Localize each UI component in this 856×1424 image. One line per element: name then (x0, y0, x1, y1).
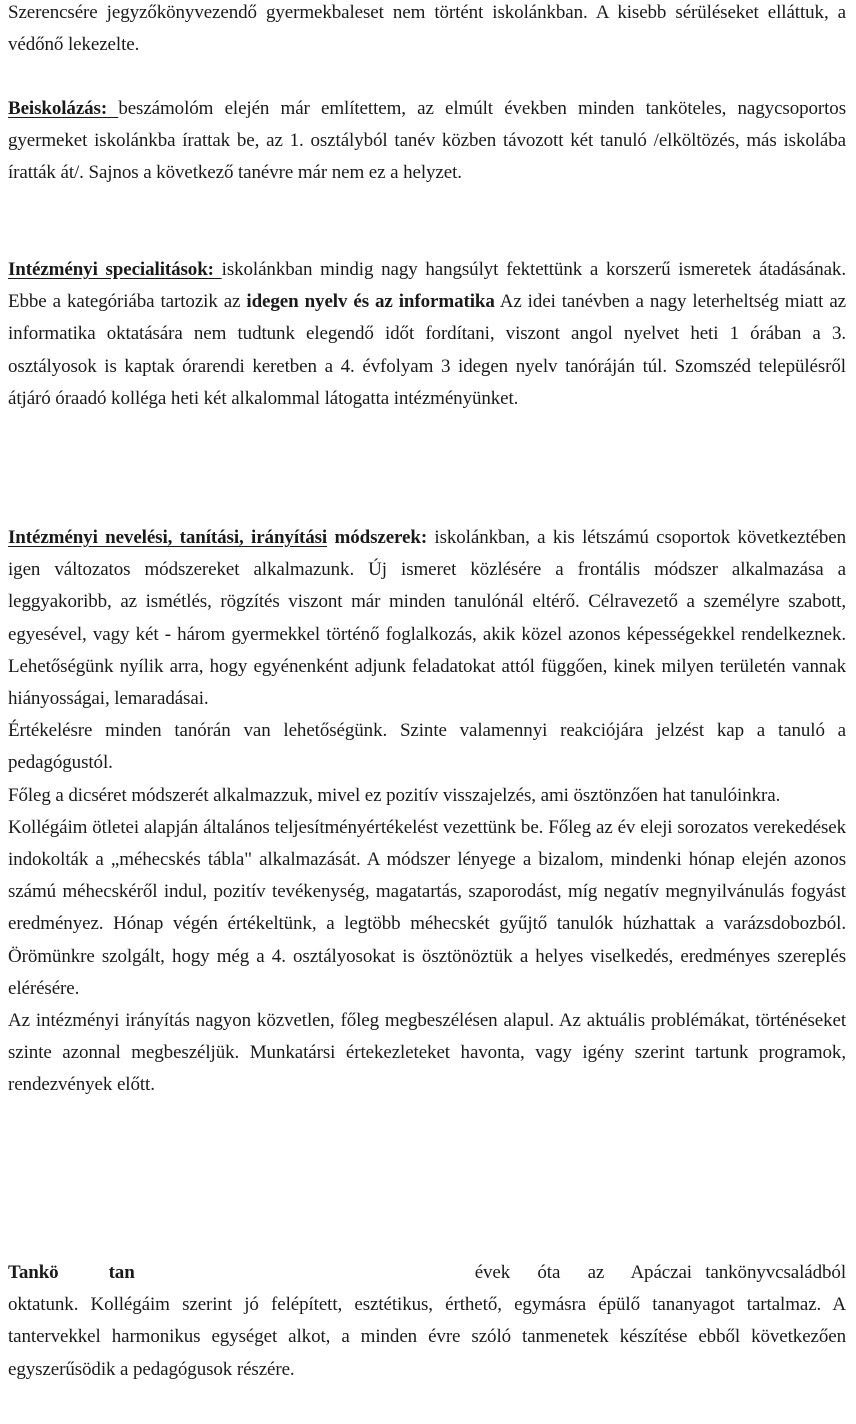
specialitasok-heading: Intézményi specialitások: (8, 259, 222, 280)
section-tankonyv (8, 1257, 846, 1386)
tankonyv-text: tankönyvcsaládból oktatunk. Kollégáim szerint jó felépített, esztétikus, érthető, egymásra épülő tananyagot tartalmaz. A tantervekkel harmonikus egységet alkot, a minden évre szóló tanmenetek készítése ebből következően egyszerűsödik a pedagógusok részére. (8, 1262, 847, 1380)
modszerek-text: iskolánkban, a kis létszámú csoportok következtében igen változatos módszereket alkalmazunk. Új ismeret közlésére a frontális módszer alkalmazása a leggyakoribb, az ismétlés, rögzítés viszont már minden tanulónál eltérő. Célravezető a személyre szabott, egyesével, vagy két - három gyermekkel történő foglalkozás, akik közel azonos képességekkel rendelkeznek. Lehetőségünk nyílik arra, hogy egyénenként adjunk feladatokat attól függően, kinek milyen területén vannak hiányosságai, lemaradásai. (8, 527, 846, 710)
specialitasok-text-before: iskolánkban mindig nagy hangsúlyt fektettünk a korszerű ismeretek átadásának. Ebbe a kategóriába tartozik az (8, 259, 846, 313)
section-specialitasok (8, 254, 846, 415)
section-beiskolazas (8, 93, 846, 190)
iranyitas-paragraph: Az intézményi irányítás nagyon közvetlen, főleg megbeszélésen alapul. Az aktuális problémákat, történéseket szinte azonnal megbeszéljük. Munkatársi értekezleteket havonta, vagy igény szerint tartunk programok, rendezvények előtt. (8, 1010, 846, 1096)
specialitasok-paragraph (8, 254, 846, 415)
modszerek-paragraph (8, 522, 846, 715)
tankonyv-heading-part1: Tankö (8, 1262, 59, 1283)
specialitasok-emphasis: idegen nyelv és az informatika (246, 291, 495, 313)
paragraph-accidents (8, 0, 846, 61)
beiskolazas-paragraph (8, 93, 846, 190)
beiskolazas-heading: Beiskolázás: (8, 98, 119, 119)
specialitasok-text-after: Az idei tanévben a nagy leterheltség miatt az informatika oktatására nem tudtunk elegendő időt fordítani, viszont angol nyelvet heti 1 órában a 3. osztályosok is kaptak órarendi keretben a 4. évfolyam 3 idegen nyelv tanóráján túl. Szomszéd településről átjáró óraadó kolléga heti két alkalommal látogatta intézményünket. (8, 291, 846, 409)
tankonyv-paragraph (8, 1257, 846, 1386)
dicseret-paragraph: Főleg a dicséret módszerét alkalmazzuk, mivel ez pozitív visszajelzés, ami ösztönzően hat tanulóinkra. (8, 784, 781, 806)
mehecske-paragraph: Kollégáim ötletei alapján általános teljesítményértékelést vezettünk be. Főleg az év eleji sorozatos verekedések indokolták a „méhecskés tábla" alkalmazását. A módszer lényege a bizalom, mindenki hónap elején azonos számú méhecskéről indul, pozitív tevékenység, magatartás, szaporodást, míg negatív megnyilvánulás fogyást eredményez. Hónap végén értékeltünk, a legtöbb méhecskét gyűjtő tanulók húzhattak a varázsdobozból. Örömünkre szolgált, hogy még a 4. osztályosokat is ösztönöztük a helyes viselkedés, eredményes szereplés elérésére. (8, 816, 846, 999)
beiskolazas-text: beszámolóm elején már említettem, az elmúlt években minden tanköteles, nagycsoportos gyermeket iskolánkba írattak be, az 1. osztályból tanév közben távozott két tanuló /elköltözés, más iskolába íratták át/. Sajnos a következő tanévre már nem ez a helyzet. (8, 98, 846, 184)
tankonyv-text-first: évek óta az Apáczai (474, 1262, 692, 1283)
modszerek-heading-underlined: Intézményi nevelési, tanítási, irányítási (8, 527, 328, 548)
accidents-text: Szerencsére jegyzőkönyvezendő gyermekbaleset nem történt iskolánkban. A kisebb sérüléseket elláttuk, a védőnő lekezelte. (8, 2, 846, 56)
tankonyv-heading-part2: tan (108, 1262, 135, 1283)
section-modszerek (8, 522, 846, 1102)
ertekeles-paragraph: Értékelésre minden tanórán van lehetőségünk. Szinte valamennyi reakciójára jelzést kap a tanuló a pedagógustól. (8, 720, 846, 774)
modszerek-heading-rest: módszerek: (327, 527, 428, 548)
